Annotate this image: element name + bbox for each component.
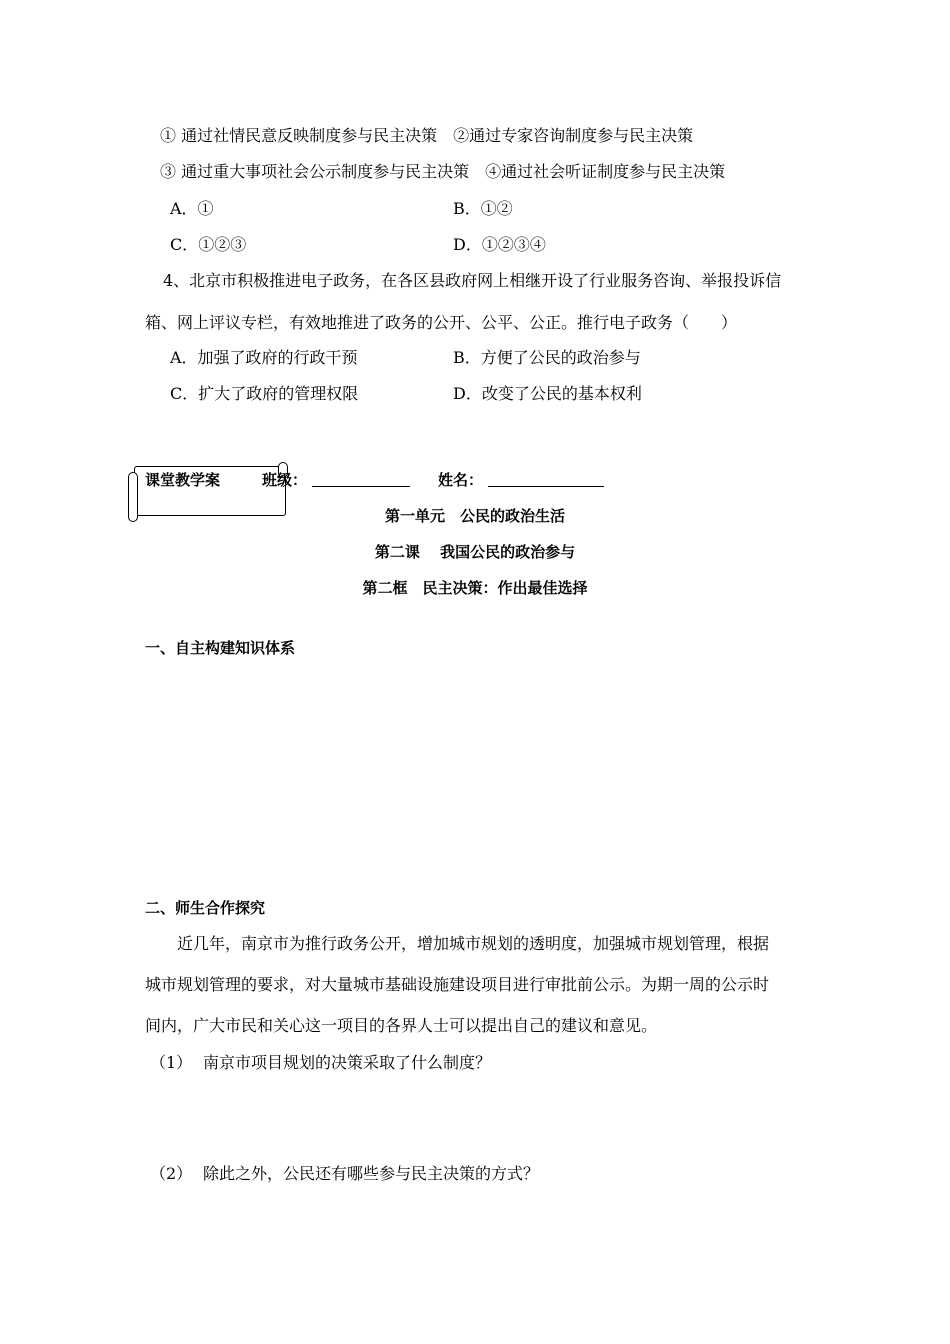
case-paragraph-line-3: 间内，广大市民和关心这一项目的各界人士可以提出自己的建议和意见。 <box>145 1016 658 1035</box>
class-blank[interactable] <box>312 470 410 487</box>
lesson-title: 第二课 我国公民的政治参与 <box>374 543 576 561</box>
option-d: D．①②③④ <box>453 235 546 254</box>
question-1-text: 南京市项目规划的决策采取了什么制度？ <box>203 1053 492 1072</box>
unit-title: 第一单元 公民的政治生活 <box>384 507 565 525</box>
name-blank[interactable] <box>488 470 604 487</box>
section-1-heading: 一、自主构建知识体系 <box>145 639 296 657</box>
option-b: B．①② <box>453 199 513 218</box>
class-label: 班级： <box>262 471 308 489</box>
question-4-line-1: 4、北京市积极推进电子政务，在各区县政府网上相继开设了行业服务咨询、举报投诉信 <box>163 271 782 290</box>
choice-statement-line-1: ① 通过社情民意反映制度参与民主决策 ②通过专家咨询制度参与民主决策 <box>160 126 694 145</box>
frame-title: 第二框 民主决策：作出最佳选择 <box>362 579 588 597</box>
question-4-line-2: 箱、网上评议专栏，有效地推进了政务的公开、公平、公正。推行电子政务（ ） <box>145 313 738 332</box>
q4-option-d: D．改变了公民的基本权利 <box>453 384 642 403</box>
q4-option-b: B．方便了公民的政治参与 <box>453 348 641 367</box>
plan-label: 课堂教学案 <box>145 471 221 489</box>
question-1-number: （1） <box>150 1053 193 1072</box>
choice-statement-line-2: ③ 通过重大事项社会公示制度参与民主决策 ④通过社会听证制度参与民主决策 <box>160 162 726 181</box>
section-2-heading: 二、师生合作探究 <box>145 899 266 917</box>
q4-option-c: C．扩大了政府的管理权限 <box>170 384 359 403</box>
option-c: C．①②③ <box>170 235 247 254</box>
name-label: 姓名： <box>438 471 484 489</box>
option-a: A．① <box>170 199 214 218</box>
question-2-number: （2） <box>150 1164 193 1183</box>
case-paragraph-line-2: 城市规划管理的要求，对大量城市基础设施建设项目进行审批前公示。为期一周的公示时 <box>145 975 770 994</box>
question-2-text: 除此之外，公民还有哪些参与民主决策的方式？ <box>203 1164 540 1183</box>
case-paragraph-line-1: 近几年，南京市为推行政务公开，增加城市规划的透明度，加强城市规划管理，根据 <box>177 934 770 953</box>
q4-option-a: A．加强了政府的行政干预 <box>170 348 358 367</box>
